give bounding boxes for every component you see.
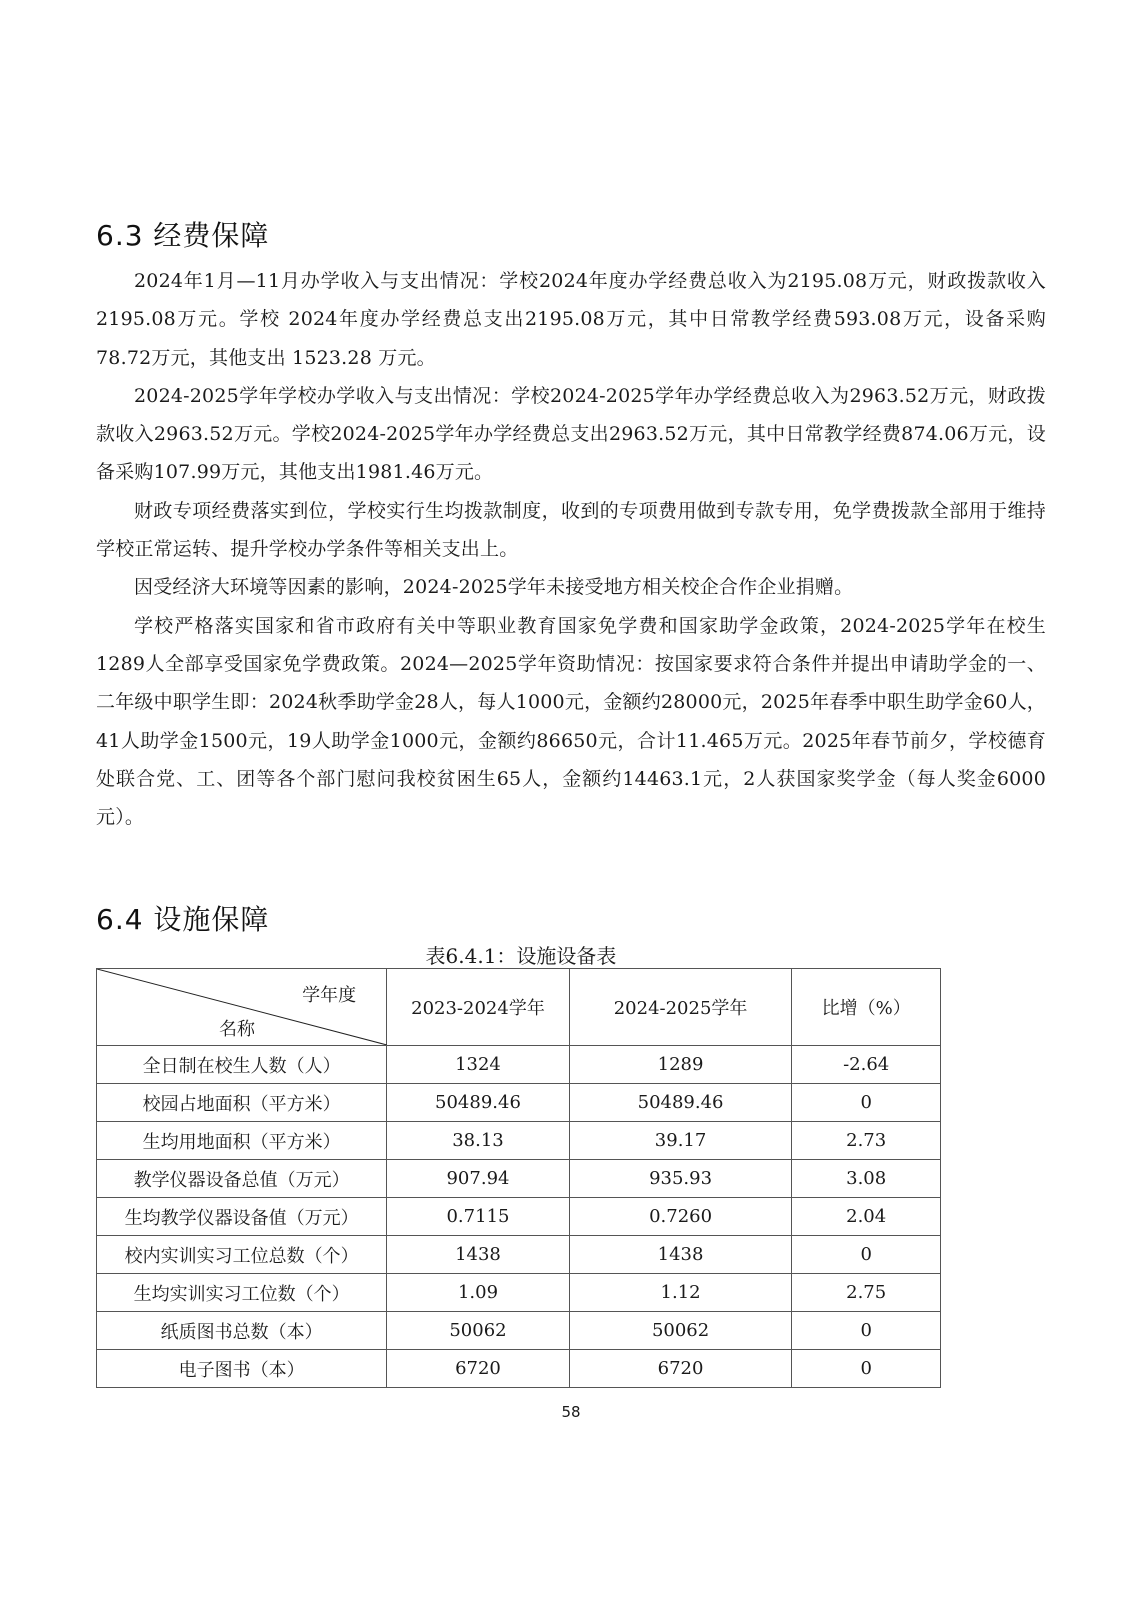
- section-heading-6-4: 6.4 设施保障: [96, 903, 270, 936]
- value-2023-2024: 907.94: [387, 1160, 570, 1198]
- value-change: 0: [792, 1350, 941, 1388]
- table-row: [97, 1312, 941, 1350]
- paragraph-2024-income-expense: 2024年1月—11月办学收入与支出情况：学校2024年度办学经费总收入为2195.08万元，财政拨款收入2195.08万元。学校 2024年度办学经费总支出2195.08万元，其中日常教学经费593.08万元，设备采购78.72万元，其他支出 1523.28 万元。: [96, 270, 1046, 369]
- value-2023-2024: 1324: [387, 1046, 570, 1084]
- value-2024-2025: 1.12: [569, 1274, 792, 1312]
- value-2024-2025: 50062: [569, 1312, 792, 1350]
- value-change: 0: [792, 1236, 941, 1274]
- value-2024-2025: 6720: [569, 1350, 792, 1388]
- value-2024-2025: 0.7260: [569, 1198, 792, 1236]
- value-2024-2025: 935.93: [569, 1160, 792, 1198]
- table-row: [97, 1236, 941, 1274]
- value-change: 3.08: [792, 1160, 941, 1198]
- row-name: 纸质图书总数（本）: [97, 1312, 387, 1350]
- value-2023-2024: 1.09: [387, 1274, 570, 1312]
- value-2023-2024: 38.13: [387, 1122, 570, 1160]
- table-row: [97, 1122, 941, 1160]
- table-row: [97, 1350, 941, 1388]
- table-caption: 表6.4.1：设施设备表: [425, 944, 617, 968]
- value-change: 2.75: [792, 1274, 941, 1312]
- value-change: 0: [792, 1312, 941, 1350]
- header-2023-2024: 2023-2024学年: [387, 969, 570, 1046]
- page-number: 58: [561, 1403, 581, 1421]
- row-name: 生均用地面积（平方米）: [97, 1122, 387, 1160]
- paragraph-special-funds: 财政专项经费落实到位，学校实行生均拨款制度，收到的专项费用做到专款专用，免学费拨款全部用于维持学校正常运转、提升学校办学条件等相关支出上。: [96, 499, 1046, 561]
- value-2023-2024: 50489.46: [387, 1084, 570, 1122]
- header-name-label: 名称: [219, 1019, 255, 1040]
- value-2024-2025: 1289: [569, 1046, 792, 1084]
- table-header-row: [97, 969, 941, 1046]
- value-change: 0: [792, 1084, 941, 1122]
- row-name: 电子图书（本）: [97, 1350, 387, 1388]
- row-name: 全日制在校生人数（人）: [97, 1046, 387, 1084]
- row-name: 生均实训实习工位数（个）: [97, 1274, 387, 1312]
- header-year-label: 学年度: [302, 985, 357, 1006]
- row-name: 教学仪器设备总值（万元）: [97, 1160, 387, 1198]
- row-name: 生均教学仪器设备值（万元）: [97, 1198, 387, 1236]
- value-2023-2024: 1438: [387, 1236, 570, 1274]
- value-2023-2024: 0.7115: [387, 1198, 570, 1236]
- value-2024-2025: 1438: [569, 1236, 792, 1274]
- row-name: 校园占地面积（平方米）: [97, 1084, 387, 1122]
- value-change: 2.73: [792, 1122, 941, 1160]
- paragraph-2024-2025-income-expense: 2024-2025学年学校办学收入与支出情况：学校2024-2025学年办学经费总收入为2963.52万元，财政拨款收入2963.52万元。学校2024-2025学年办学经费总支出2963.52万元，其中日常教学经费874.06万元，设备采购107.99万元，其他支出1981.46万元。: [96, 384, 1046, 484]
- header-2024-2025: 2024-2025学年: [569, 969, 792, 1046]
- value-2024-2025: 50489.46: [569, 1084, 792, 1122]
- paragraph-financial-aid: 学校严格落实国家和省市政府有关中等职业教育国家免学费和国家助学金政策，2024-2025学年在校生1289人全部享受国家免学费政策。2024—2025学年资助情况：按国家要求符合条件并提出申请助学金的一、二年级中职学生即：2024秋季助学金28人，每人1000元，金额约28000元，2025年春季中职生助学金60人，41人助学金1500元，19人助学金1000元，金额约86650元，合计11.465万元。2025年春节前夕，学校德育处联合党、工、团等各个部门慰问我校贫困生65人，金额约14463.1元，2人获国家奖学金（每人奖金6000元）。: [96, 614, 1046, 829]
- value-change: -2.64: [792, 1046, 941, 1084]
- header-change: 比增（%）: [792, 969, 941, 1046]
- value-change: 2.04: [792, 1198, 941, 1236]
- section-heading-6-3: 6.3 经费保障: [96, 219, 270, 252]
- row-name: 校内实训实习工位总数（个）: [97, 1236, 387, 1274]
- table-row: [97, 1046, 941, 1084]
- table-row: [97, 1274, 941, 1312]
- table-row: [97, 1198, 941, 1236]
- section-6-3-body: [96, 262, 1046, 836]
- diagonal-header-cell: [97, 969, 387, 1046]
- value-2023-2024: 6720: [387, 1350, 570, 1388]
- table-row: [97, 1084, 941, 1122]
- facilities-table: [96, 968, 941, 1388]
- value-2023-2024: 50062: [387, 1312, 570, 1350]
- table-row: [97, 1160, 941, 1198]
- value-2024-2025: 39.17: [569, 1122, 792, 1160]
- paragraph-donations: 因受经济大环境等因素的影响，2024-2025学年未接受地方相关校企合作企业捐赠。: [134, 576, 854, 599]
